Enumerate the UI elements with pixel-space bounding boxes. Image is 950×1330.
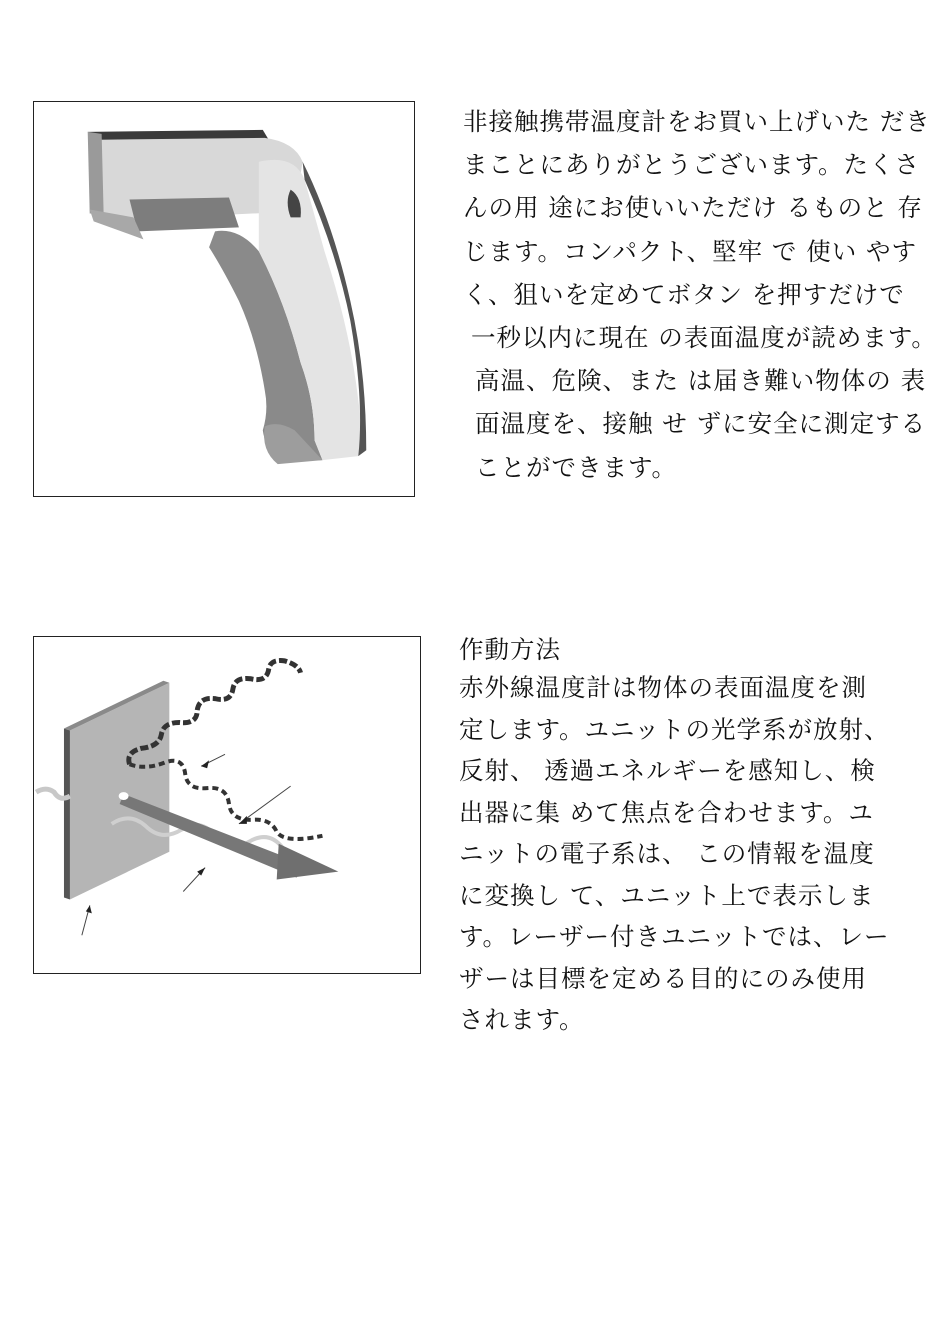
intro-line: まことにありがとうございます。たくさ <box>463 150 921 180</box>
operation-section <box>459 633 929 1041</box>
thermometer-gun-image <box>34 102 414 496</box>
infrared-energy-diagram <box>33 636 421 974</box>
operation-line: す。レーザー付きユニットでは、レー <box>459 922 890 951</box>
operation-line: 出器に集 めて焦点を合わせます。ユ <box>459 797 874 827</box>
intro-line: ことができます。 <box>475 452 678 482</box>
intro-line: 非接触携帯温度計をお買い上げいた だき <box>463 107 931 136</box>
intro-line: 面温度を、接触 せ ずに安全に測定する <box>475 409 927 439</box>
operation-line: ザーは目標を定める目的にのみ使用 <box>459 963 867 993</box>
intro-line: じます。コンパクト、堅牢 で 使い やす <box>463 236 917 266</box>
intro-line: 高温、危険、また は届き難い物体の 表 <box>475 366 927 396</box>
operation-line: 反射、 透過エネルギーを感知し、検 <box>459 756 876 785</box>
thermometer-illustration <box>33 101 415 497</box>
energy-diagram-image <box>34 637 420 973</box>
intro-line: 一秒以内に現在 の表面温度が読めます。 <box>471 322 937 352</box>
operation-line: 定します。ユニットの光学系が放射、 <box>459 714 890 744</box>
operation-line: されます。 <box>459 1005 585 1034</box>
intro-line: く、狙いを定めてボタン を押すだけで <box>463 279 905 309</box>
intro-line: んの用 途にお使いいただけ るものと 存 <box>463 193 923 223</box>
operation-line: ニットの電子系は、 この情報を温度 <box>459 839 875 868</box>
operation-line: 赤外線温度計は物体の表面温度を測 <box>459 673 867 702</box>
intro-paragraph <box>463 100 937 489</box>
operation-line: に変換し て、ユニット上で表示しま <box>459 880 875 910</box>
section-title: 作動方法 <box>459 635 561 664</box>
